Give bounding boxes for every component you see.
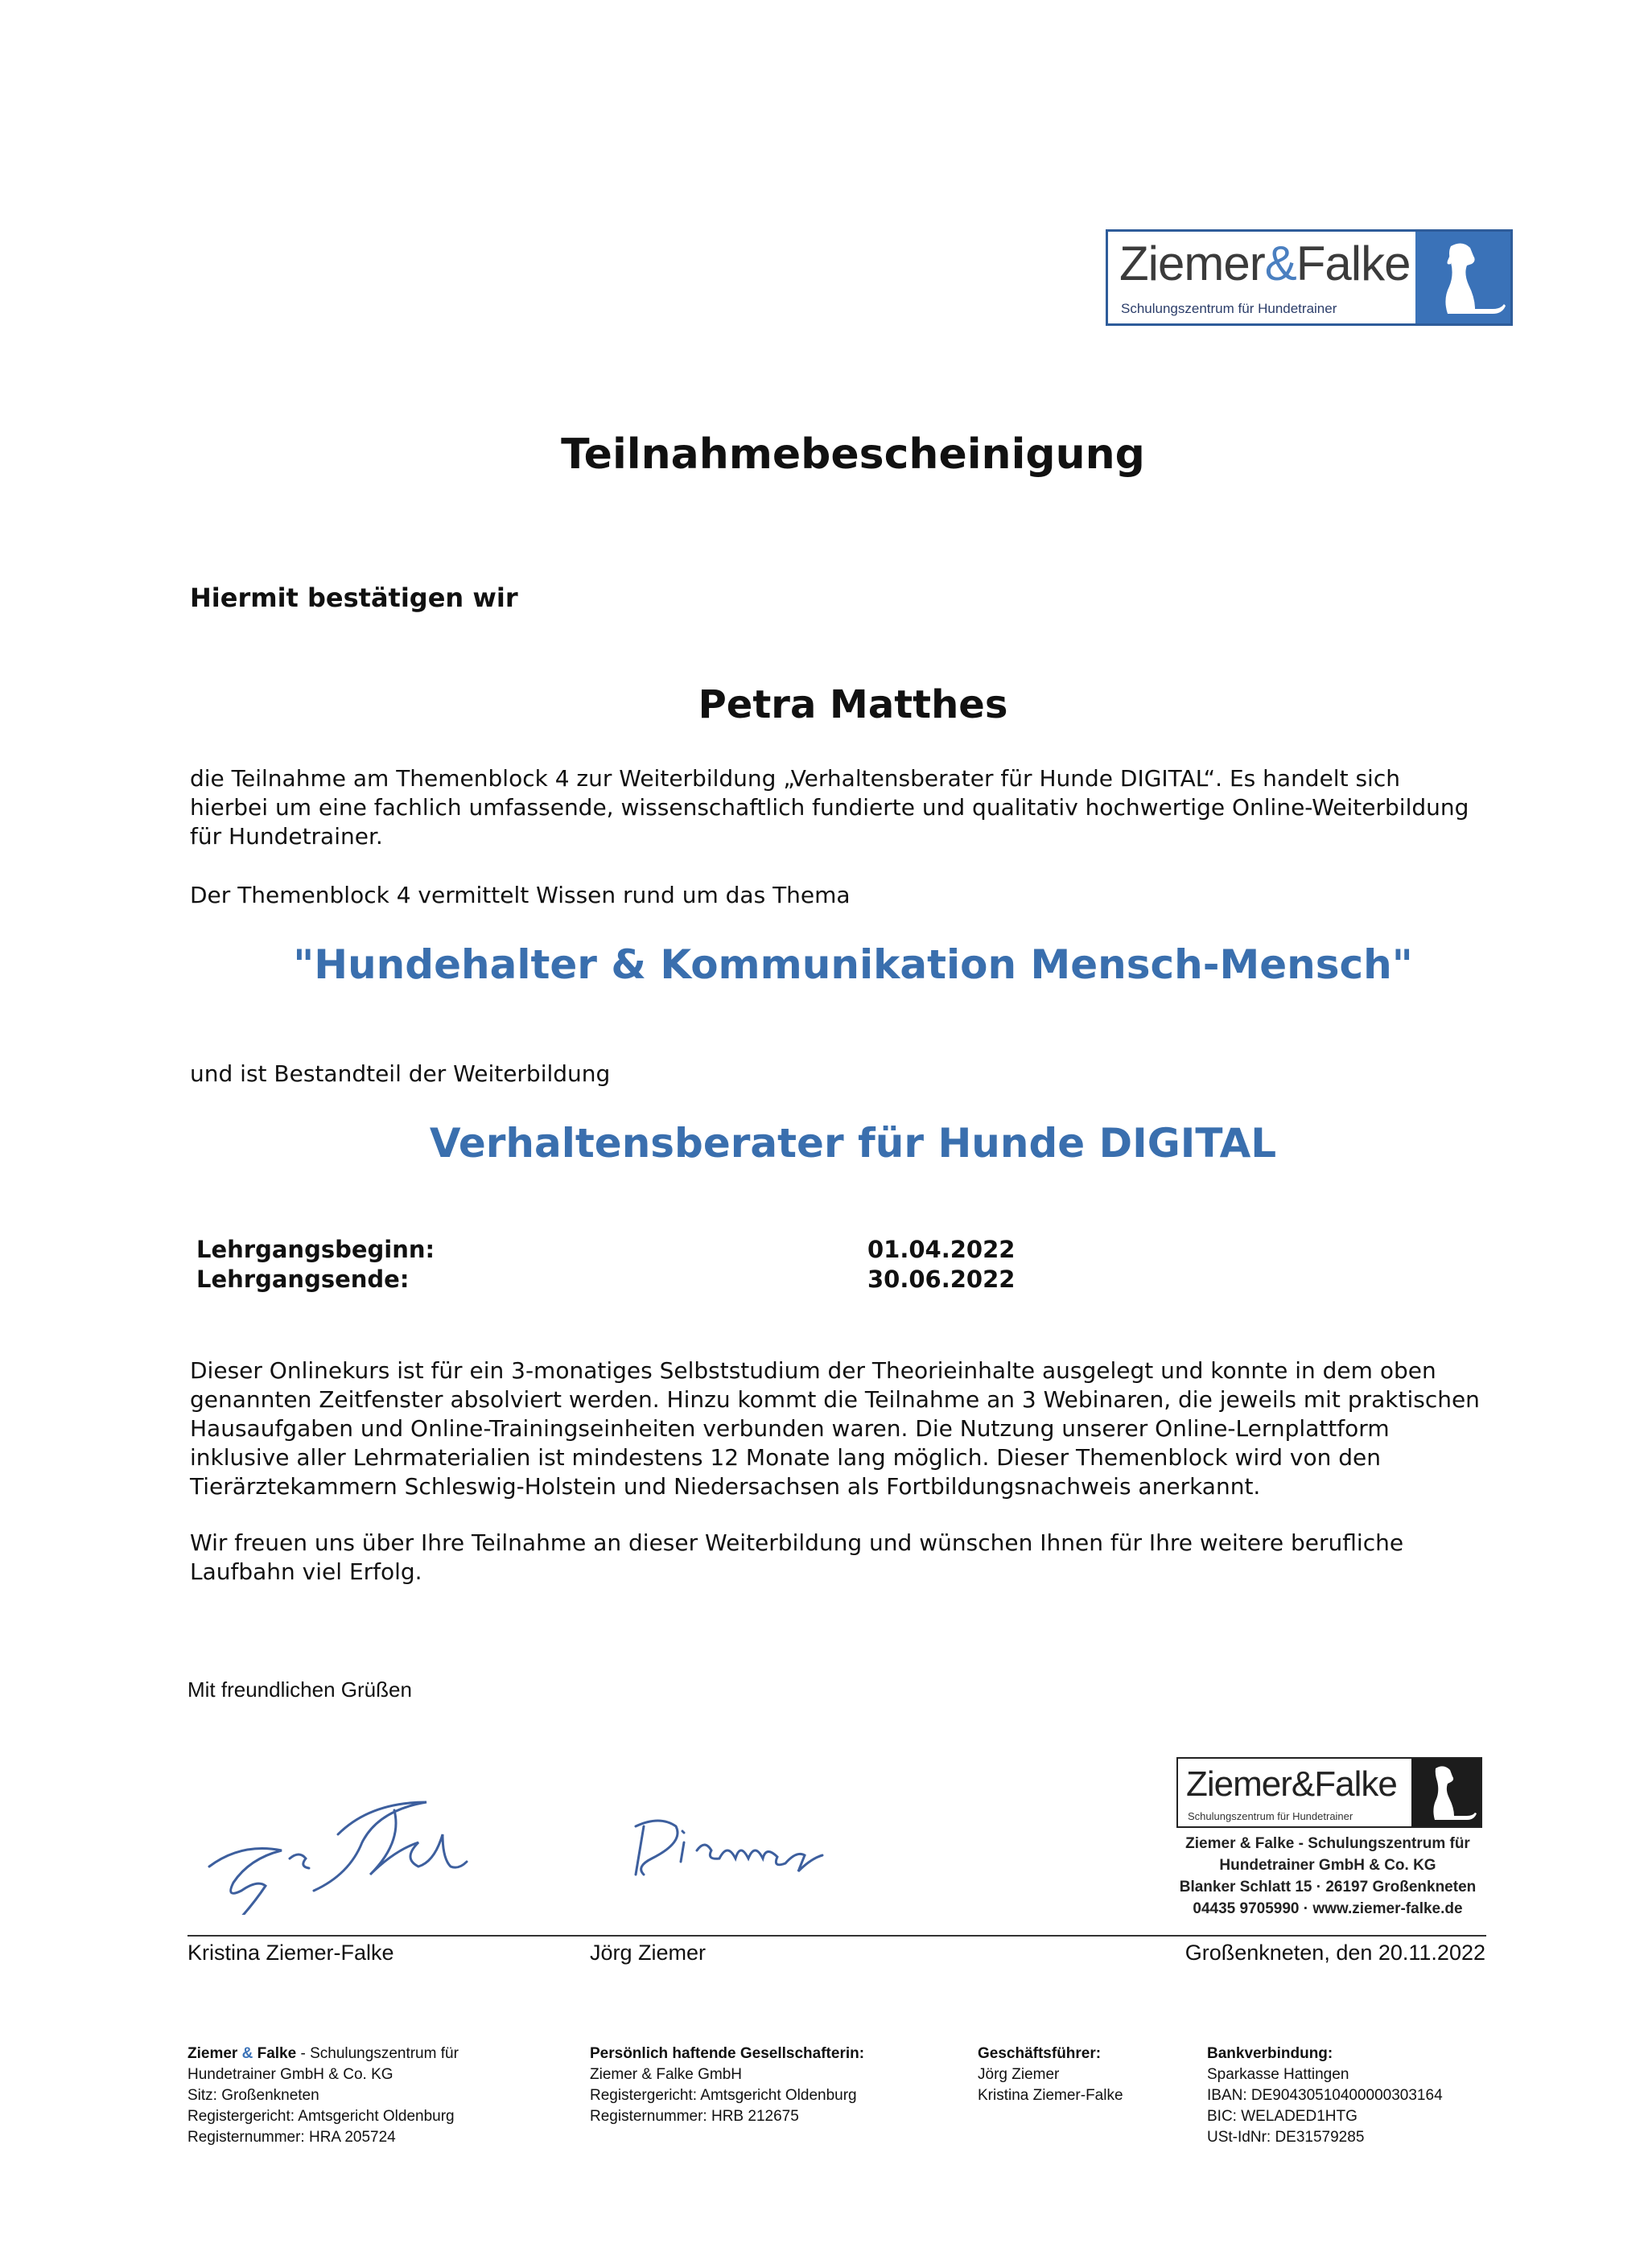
footer-line: Kristina Ziemer-Falke <box>978 2087 1123 2104</box>
paragraph-topic-intro: Der Themenblock 4 vermittelt Wissen rund um das Thema <box>190 882 851 908</box>
stamp-line: Hundetrainer GmbH & Co. KG <box>1219 1857 1436 1874</box>
document-title: Teilnahmebescheinigung <box>561 430 1145 479</box>
footer-line: IBAN: DE90430510400000303164 <box>1207 2087 1443 2104</box>
text-line: für Hundetrainer. <box>190 823 383 850</box>
text-line: Hausaufgaben und Online-Trainingseinheiten verbunden waren. Die Nutzung unserer Online-Lernplattform <box>190 1415 1390 1442</box>
footer-line: Registergericht: Amtsgericht Oldenburg <box>187 2108 455 2125</box>
footer-heading: Bankverbindung: <box>1207 2045 1333 2062</box>
signature-joerg <box>620 1810 861 1883</box>
text-line: genannten Zeitfenster absolviert werden. Hinzu kommt die Teilnahme an 3 Webinaren, die jeweils mit praktischen <box>190 1386 1480 1413</box>
start-date-label: Lehrgangsbeginn: <box>196 1236 435 1263</box>
footer-line: USt-IdNr: DE31579285 <box>1207 2129 1365 2146</box>
end-date-value: 30.06.2022 <box>867 1266 1016 1293</box>
greeting: Mit freundlichen Grüßen <box>187 1677 412 1702</box>
stamp-subtitle: Schulungszentrum für Hundetrainer <box>1188 1810 1353 1822</box>
footer-line: BIC: WELADED1HTG <box>1207 2108 1358 2125</box>
text-line: Tierärztekammern Schleswig-Holstein und Niedersachsen als Fortbildungsnachweis anerkannt. <box>190 1473 1261 1500</box>
text-line: inklusive aller Lehrmaterialien ist mindestens 12 Monate lang möglich. Dieser Themenblock wird von den <box>190 1444 1382 1471</box>
paragraph-course-details <box>190 1356 1526 1501</box>
lead-text: Hiermit bestätigen wir <box>190 582 518 613</box>
end-date-label: Lehrgangsende: <box>196 1266 410 1293</box>
footer-company <box>187 2044 459 2148</box>
footer-line: Sitz: Großenkneten <box>187 2087 319 2104</box>
footer-line: Sparkasse Hattingen <box>1207 2066 1349 2083</box>
paragraph-closing <box>190 1529 1526 1587</box>
text-line: die Teilnahme am Themenblock 4 zur Weiterbildung „Verhaltensberater für Hunde DIGITAL“. Es handelt sich <box>190 765 1400 792</box>
footer-heading: Geschäftsführer: <box>978 2045 1102 2062</box>
participant-name: Petra Matthes <box>698 682 1008 727</box>
stamp-line: Blanker Schlatt 15 · 26197 Großenkneten <box>1179 1879 1477 1895</box>
company-stamp-address <box>1159 1833 1497 1920</box>
signature-divider <box>187 1935 1486 1937</box>
logo-subtitle: Schulungszentrum für Hundetrainer <box>1121 301 1337 316</box>
logo-wordmark: Ziemer&Falke <box>1119 237 1411 290</box>
footer-partner <box>590 2044 864 2127</box>
dog-icon <box>1415 232 1510 323</box>
footer-company-heading: Ziemer & Falke - Schulungszentrum für <box>187 2045 459 2062</box>
start-date-value: 01.04.2022 <box>867 1236 1016 1263</box>
footer-management <box>978 2044 1123 2106</box>
paragraph-participation <box>190 764 1526 851</box>
footer-line: Registernummer: HRA 205724 <box>187 2129 396 2146</box>
header-logo <box>1106 229 1513 326</box>
date-labels <box>196 1235 435 1295</box>
text-line: Dieser Onlinekurs ist für ein 3-monatiges Selbststudium der Theorieinhalte ausgelegt und konnte in dem oben <box>190 1357 1436 1384</box>
course-heading: Verhaltensberater für Hunde DIGITAL <box>429 1120 1277 1167</box>
company-stamp-logo <box>1176 1757 1482 1828</box>
footer-line: Ziemer & Falke GmbH <box>590 2066 742 2083</box>
stamp-wordmark: Ziemer&Falke <box>1186 1764 1397 1804</box>
footer-heading: Persönlich haftende Gesellschafterin: <box>590 2045 865 2062</box>
topic-heading: "Hundehalter & Kommunikation Mensch-Mensch" <box>293 941 1413 988</box>
footer-line: Jörg Ziemer <box>978 2066 1060 2083</box>
text-line: Wir freuen uns über Ihre Teilnahme an dieser Weiterbildung und wünschen Ihnen für Ihre weitere berufliche <box>190 1529 1404 1556</box>
place-date: Großenkneten, den 20.11.2022 <box>1184 1941 1485 1965</box>
text-line: Laufbahn viel Erfolg. <box>190 1558 422 1585</box>
footer-line: Hundetrainer GmbH & Co. KG <box>187 2066 393 2083</box>
date-values <box>867 1235 1015 1295</box>
footer-bank <box>1207 2044 1443 2148</box>
dog-icon <box>1411 1759 1481 1826</box>
signer-name-1: Kristina Ziemer-Falke <box>187 1941 394 1965</box>
footer-line: Registernummer: HRB 212675 <box>590 2108 799 2125</box>
paragraph-course-intro: und ist Bestandteil der Weiterbildung <box>190 1060 611 1087</box>
text-line: hierbei um eine fachlich umfassende, wissenschaftlich fundierte und qualitativ hochwertige Online-Weiterbildung <box>190 794 1469 821</box>
stamp-line: Ziemer & Falke - Schulungszentrum für <box>1185 1835 1470 1852</box>
signature-kristina <box>201 1778 499 1915</box>
stamp-line: 04435 9705990 · www.ziemer-falke.de <box>1193 1900 1463 1917</box>
signer-name-2: Jörg Ziemer <box>590 1941 707 1965</box>
footer-line: Registergericht: Amtsgericht Oldenburg <box>590 2087 857 2104</box>
